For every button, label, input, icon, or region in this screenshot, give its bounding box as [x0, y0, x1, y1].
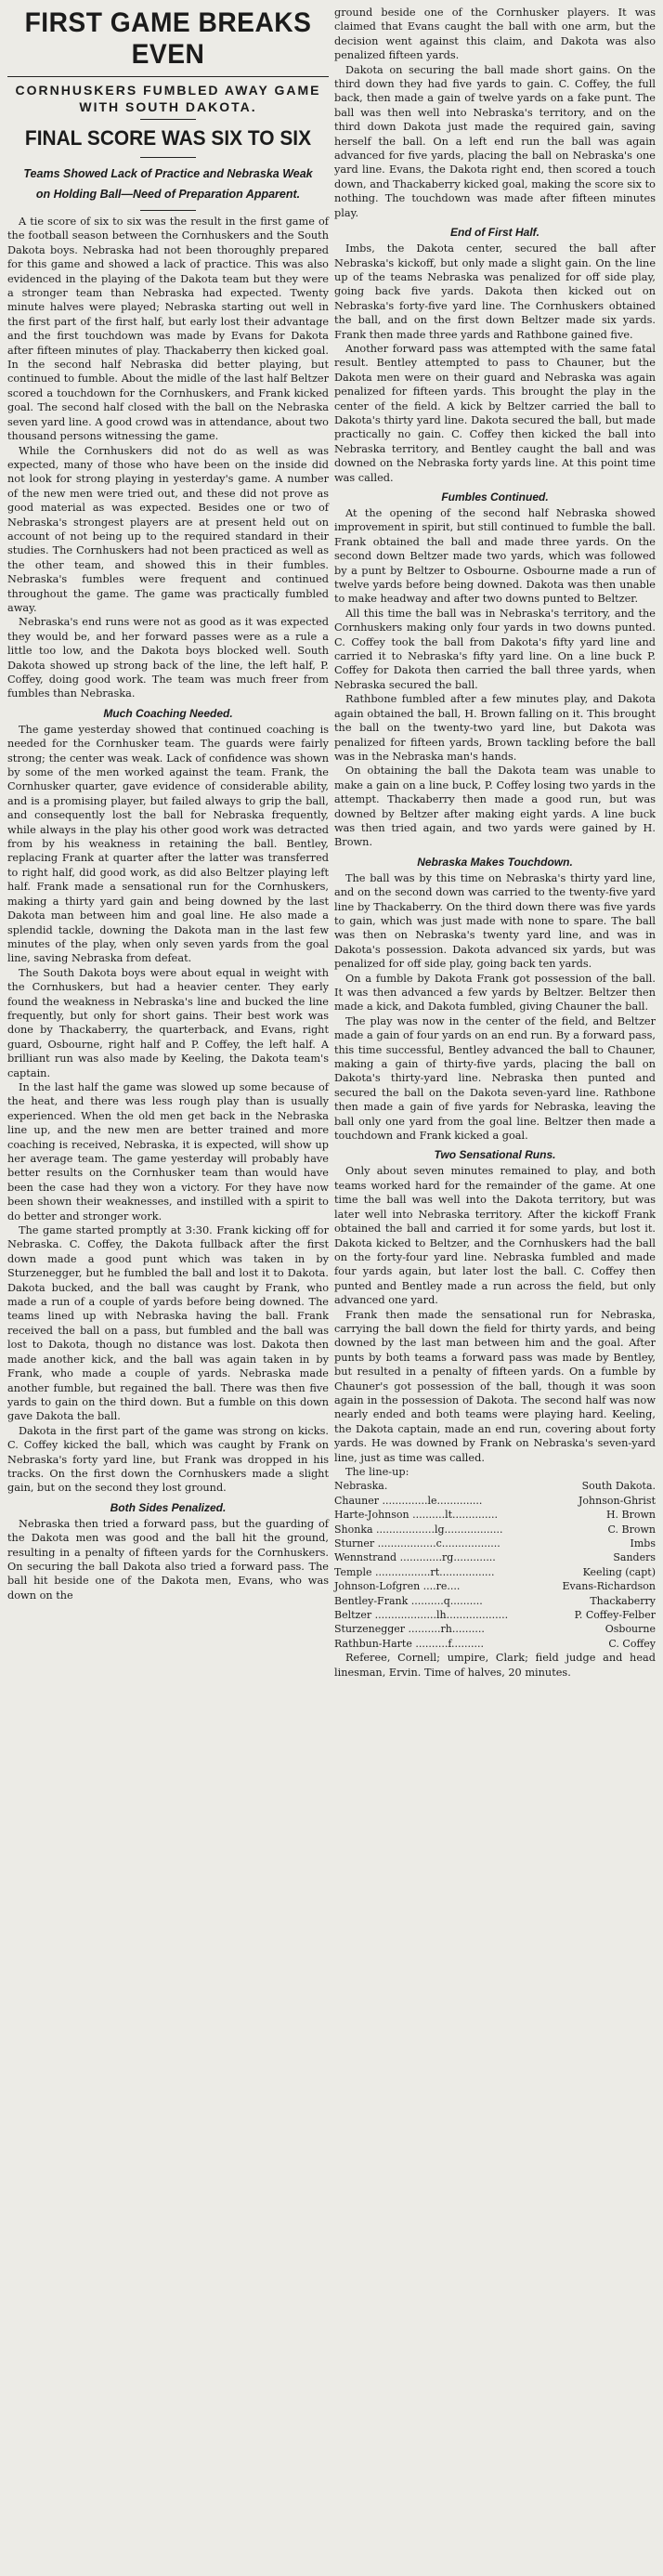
lineup-cell-away: C. Coffey — [608, 1637, 656, 1650]
paragraph: Nebraska then tried a forward pass, but the guarding of the Dakota men was good and the ball hit the ground, resulting in a penalty of fifteen yards for the Cornhuskers. On securing the ball Dakota also tried a forward pass. The ball hit beside one of the Dakota men, Evans, who was down on the — [7, 1517, 329, 1602]
right-column — [334, 6, 656, 1680]
divider — [140, 210, 196, 211]
lineup-cell-home: Beltzer ...................lh................... — [334, 1609, 509, 1622]
paragraph: While the Cornhuskers did not do as well as was expected, many of those who have been on the inside did not look for strong playing in yesterday's game. A number of the new men were tried out, and these did not prove as good material as was expected. Besides one or two of Nebraska's strongest players are at present held out on account of not being up to the required standard in their studies. The Cornhuskers had not been practiced as well as the other team, and showed this in their fumbles. Nebraska's fumbles were frequent and continued throughout the game. The game was practically fumbled away. — [7, 444, 329, 614]
lineup-row — [334, 1550, 656, 1564]
lineup-row — [334, 1565, 656, 1579]
paragraph: At the opening of the second half Nebraska showed improvement in spirit, but still continued to fumble the ball. Frank obtained the ball and made three yards. On the second down Beltzer made two yards, which was followed by a punt by Beltzer to Osbourne. Osbourne made a run of twelve yards before being downed. Dakota was then unable to make headway and after two downs punted to Beltzer. — [334, 507, 656, 606]
divider — [140, 119, 196, 120]
paragraph: ground beside one of the Cornhusker players. It was claimed that Evans caught the ball with one arm, but the decision went against this claim, and Dakota was also penalized fifteen yards. — [334, 7, 656, 62]
lineup-row — [334, 1536, 656, 1550]
paragraph: A tie score of six to six was the result in the first game of the football season between the Cornhuskers and the South Dakota boys. Nebraska had not been thoroughly prepared for this game and showed a lack of practice. This was also evidenced in the playing of the Dakota team but they were a stronger team than Nebraska had expected. Twenty minute halves were played; Nebraska starting out well in the first part of the first half, but early lost their advantage and the first touchdown was made by Evans for Dakota after fifteen minutes of play. Thackaberry then kicked goal. In the second half Nebraska did better playing, but continued to fumble. About the midle of the last half Beltzer scored a touchdown for the Cornhuskers, and Frank kicked goal. The second half closed with the ball on the Nebraska seven yard line. A good crowd was in attendance, about two thousand persons witnessing the game. — [7, 216, 329, 443]
paragraph: Another forward pass was attempted with the same fatal result. Bentley attempted to pass to Chauner, but the Dakota men were on their guard and Nebraska was again penalized for fifteen yards. This brought the play in the center of the field. A kick by Beltzer carried the ball to Dakota's thirty yard line. Dakota secured the ball, but made practically no gain. C. Coffey then kicked the ball into Nebraska territory, and Bentley caught the ball and was downed on the Nebraska forty yards line. At this point time was called. — [334, 342, 656, 484]
lineup-cell-home: Bentley-Frank ..........q.......... — [334, 1594, 483, 1607]
paragraph: Only about seven minutes remained to play, and both teams worked hard for the remainder of the game. At one time the ball was well into the Dakota territory, but was later well into Nebraska territory. After the kickoff Frank obtained the ball and carried it for some yards, but lost it. Dakota kicked to Beltzer, and the Cornhuskers had the ball on the forty-four yard line. Nebraska fumbled and made four yards again, but later lost the ball. C. Coffey then punted and Bentley made a run across the field, but only advanced one yard. — [334, 1165, 656, 1307]
lineup-cell-home: Harte-Johnson ..........lt.............. — [334, 1509, 498, 1522]
lineup-cell-home: Sturner ..................c.................. — [334, 1537, 500, 1550]
deck-3: Teams Showed Lack of Practice and Nebraska Weak on Holding Ball—Need of Preparation Apparent. — [23, 167, 313, 201]
paragraph: In the last half the game was slowed up some because of the heat, and there was less rough play than is usually experienced. When the old men get back in the Nebraska line up, and the new men are better trained and more coaching is received, Nebraska, it is expected, will show up her average team. The game yesterday will probably have better results on the Cornhusker team than would have been the case had they won a victory. For they have now been shown their weaknesses, and instilled with a spirit to do better and stronger work. — [7, 1080, 329, 1223]
lineup-row — [334, 1523, 656, 1536]
lineup-table — [334, 1465, 656, 1680]
divider — [7, 76, 329, 77]
lineup-cell-home: Sturzenegger ..........rh.......... — [334, 1623, 485, 1636]
paragraph: The game yesterday showed that continued coaching is needed for the Cornhusker team. The guards were fairly strong; the center was weak. Lack of confidence was shown by some of the men worked against the team. Frank, the Cornhusker quarter, gave evidence of considerable ability, and is a promising player, but failed always to grip the ball, and consequently lost the ball for Nebraska frequently, while always in the play his other good work was detracted from by his weakness in retaining the ball. Bentley, replacing Frank at quarter after the latter was transferred to right half, did good work, as did also Beltzer playing left half. Frank made a sensational run for the Cornhuskers, making a thirty yard gain and being downed by the last Dakota man between him and goal line. He also made a splendid tackle, downing the Dakota man in the last few minutes of the play, when only seven yards from the goal line, saving Nebraska from defeat. — [7, 723, 329, 965]
lineup-rows — [334, 1494, 656, 1651]
divider — [140, 157, 196, 158]
subheading: End of First Half. — [450, 226, 540, 240]
paragraph: Rathbone fumbled after a few minutes play, and Dakota again obtained the ball, H. Brown falling on it. This brought the ball on the twenty-two yard line, but Dakota was penalized for fifteen yards, Brown tackling before the ball was in the Nebraska man's hands. — [334, 693, 656, 763]
article-body-left — [7, 215, 329, 1602]
lineup-cell-away: Johnson-Ghrist — [578, 1494, 656, 1507]
lineup-title: The line-up: — [345, 1466, 410, 1478]
lineup-header — [334, 1479, 656, 1493]
paragraph: All this time the ball was in Nebraska's territory, and the Cornhuskers making only four yards in two downs punted. C. Coffey took the ball from Dakota's fifty yard line and carried it to Nebraska's fifty yard line. On a line buck P. Coffey for Dakota then carried the ball three yards, when Nebraska secured the ball. — [334, 607, 656, 691]
lineup-cell-away: Thackaberry — [590, 1594, 656, 1607]
lineup-cell-away: C. Brown — [607, 1523, 656, 1536]
paragraph: The play was now in the center of the field, and Beltzer made a gain of four yards on an end run. By a forward pass, this time successful, Bentley advanced the ball to Chauner, making a gain of thirty-five yards, placing the ball on Dakota's thirty-yard line. Nebraska then punted and secured the ball on the Dakota seven-yard line. Rathbone then made a gain of five yards for Nebraska, leaving the ball only one yard from the goal line. Beltzer then made a touchdown and Frank kicked a goal. — [334, 1014, 656, 1143]
paragraph: On a fumble by Dakota Frank got possession of the ball. It was then advanced a few yards by Beltzer. Beltzer then made a kick, and Dakota fumbled, giving Chauner the ball. — [334, 972, 656, 1013]
left-column — [7, 6, 329, 1602]
subheading: Nebraska Makes Touchdown. — [417, 855, 573, 869]
subheading: Both Sides Penalized. — [110, 1500, 227, 1514]
subheading: Much Coaching Needed. — [103, 706, 233, 720]
lineup-header-away: South Dakota. — [581, 1480, 656, 1493]
lineup-header-home: Nebraska. — [334, 1480, 388, 1493]
lineup-cell-away: P. Coffey-Felber — [574, 1609, 656, 1622]
lineup-cell-away: Osbourne — [604, 1623, 656, 1636]
paragraph: Frank then made the sensational run for Nebraska, carrying the ball down the field for thirty yards, and being downed by the last man between him and the goal. After punts by both teams a forward pass was made by Bentley, but resulted in a penalty of fifteen yards. On a fumble by Chauner's got possession of the ball, though it was soon again in the possession of Dakota. The second half was now nearly ended and both teams were playing hard. Keeling, the Dakota captain, made an end run, covering about forty yards. He was downed by Frank on Nebraska's seven-yard line, just as time was called. — [334, 1308, 656, 1464]
paragraph: The game started promptly at 3:30. Frank kicking off for Nebraska. C. Coffey, the Dakota fullback after the first down made a good punt which was taken in by Sturzenegger, but he fumbled the ball and lost it to Dakota. Dakota bucked, and the ball was caught by Frank, who made a run of a couple of yards before being downed. The teams lined up with Nebraska having the ball. Frank received the ball on a pass, but fumbled and the ball was lost to Dakota, though no distance was lost. Dakota then made another kick, and the ball was again taken in by Frank, who made a couple of yards. Nebraska made another fumble, but regained the ball. There was then five yards to gain on the third down. But a fumble on this down gave Dakota the ball. — [7, 1224, 329, 1423]
paragraph: On obtaining the ball the Dakota team was unable to make a gain on a line buck, P. Coffey losing two yards in the attempt. Thackaberry then made a good run, but was downed by Beltzer after making eight yards. A line buck was then tried again, and two yards were gained by H. Brown. — [334, 765, 656, 849]
subheading: Fumbles Continued. — [441, 490, 549, 503]
paragraph: Imbs, the Dakota center, secured the ball after Nebraska's kickoff, but only made a slight gain. On the line up of the teams Nebraska was penalized for off side play, going back five yards. Dakota then kicked out on Nebraska's forty-five yard line. The Cornhuskers obtained the ball, and on the first down Beltzer made six yards. Frank then made three yards and Rathbone gained five. — [334, 242, 656, 341]
lineup-row — [334, 1508, 656, 1522]
lineup-cell-away: H. Brown — [605, 1509, 656, 1522]
lineup-cell-home: Wennstrand .............rg............. — [334, 1551, 496, 1564]
lineup-row — [334, 1608, 656, 1622]
deck-2: FINAL SCORE WAS SIX TO SIX — [24, 126, 312, 150]
lineup-cell-away: Sanders — [613, 1551, 656, 1564]
lineup-row — [334, 1579, 656, 1593]
lineup-cell-away: Imbs — [630, 1537, 656, 1550]
paragraph: Nebraska's end runs were not as good as it was expected they would be, and her forward passes were as a rule a little too low, and the Dakota boys blocked well. South Dakota showed up strong back of the line, the left half, P. Coffey, doing good work. The team was much freer from fumbles than Nebraska. — [7, 616, 329, 700]
lineup-cell-away: Keeling (capt) — [582, 1565, 656, 1578]
lineup-cell-home: Temple .................rt................. — [334, 1565, 495, 1578]
lineup-row — [334, 1622, 656, 1636]
lineup-row — [334, 1494, 656, 1508]
deck-1: CORNHUSKERS FUMBLED AWAY GAME WITH SOUTH DAKOTA. — [15, 83, 321, 114]
paragraph: The ball was by this time on Nebraska's thirty yard line, and on the second down was carried to the twenty-five yard line by Thackaberry. On the third down there was five yards to gain, which was just made with none to spare. The ball was then on Nebraska's twenty yard line, and was in Dakota's possession. Dakota advanced six yards, but was penalized for off side play, going back ten yards. — [334, 871, 656, 971]
headline: FIRST GAME BREAKS EVEN — [24, 7, 312, 70]
subheading: Two Sensational Runs. — [434, 1148, 556, 1162]
lineup-cell-away: Evans-Richardson — [562, 1580, 656, 1593]
paragraph: Dakota on securing the ball made short gains. On the third down they had five yards to gain. C. Coffey, the full back, then made a gain of twelve yards on a fake punt. The ball was then well into Nebraska's territory, and on the third down Dakota just made the required gain, saving herself the ball. On a left end run the ball was again advanced for five yards, placing the ball on Nebraska's one yard line. Evans, the Dakota right end, then scored a touch down, and Thackaberry kicked goal, making the score six to nothing. The touchdown was made after fifteen minutes play. — [334, 63, 656, 219]
lineup-row — [334, 1637, 656, 1651]
lineup-cell-home: Chauner ..............le.............. — [334, 1494, 483, 1507]
paragraph: The South Dakota boys were about equal in weight with the Cornhuskers, but had a heavier center. They early found the weakness in Nebraska's line and bucked the line frequently, but only for short gains. Their best work was done by Thackaberry, the quarterback, and Evans, right guard, Osbourne, right half and P. Coffey, the left half. A brilliant run was also made by Keeling, the Dakota team's captain. — [7, 966, 329, 1079]
lineup-footer: Referee, Cornell; umpire, Clark; field judge and head linesman, Ervin. Time of halves, 20 minutes. — [334, 1652, 656, 1679]
lineup-cell-home: Shonka ..................lg.................. — [334, 1523, 503, 1536]
paragraph: Dakota in the first part of the game was strong on kicks. C. Coffey kicked the ball, which was caught by Frank on Nebraska's forty yard line, but Frank was dropped in his tracks. On the first down the Cornhuskers made a slight gain, but on the second they lost ground. — [7, 1424, 329, 1495]
lineup-cell-home: Rathbun-Harte ..........f.......... — [334, 1637, 484, 1650]
lineup-cell-home: Johnson-Lofgren ....re.... — [334, 1580, 461, 1593]
lineup-row — [334, 1594, 656, 1608]
